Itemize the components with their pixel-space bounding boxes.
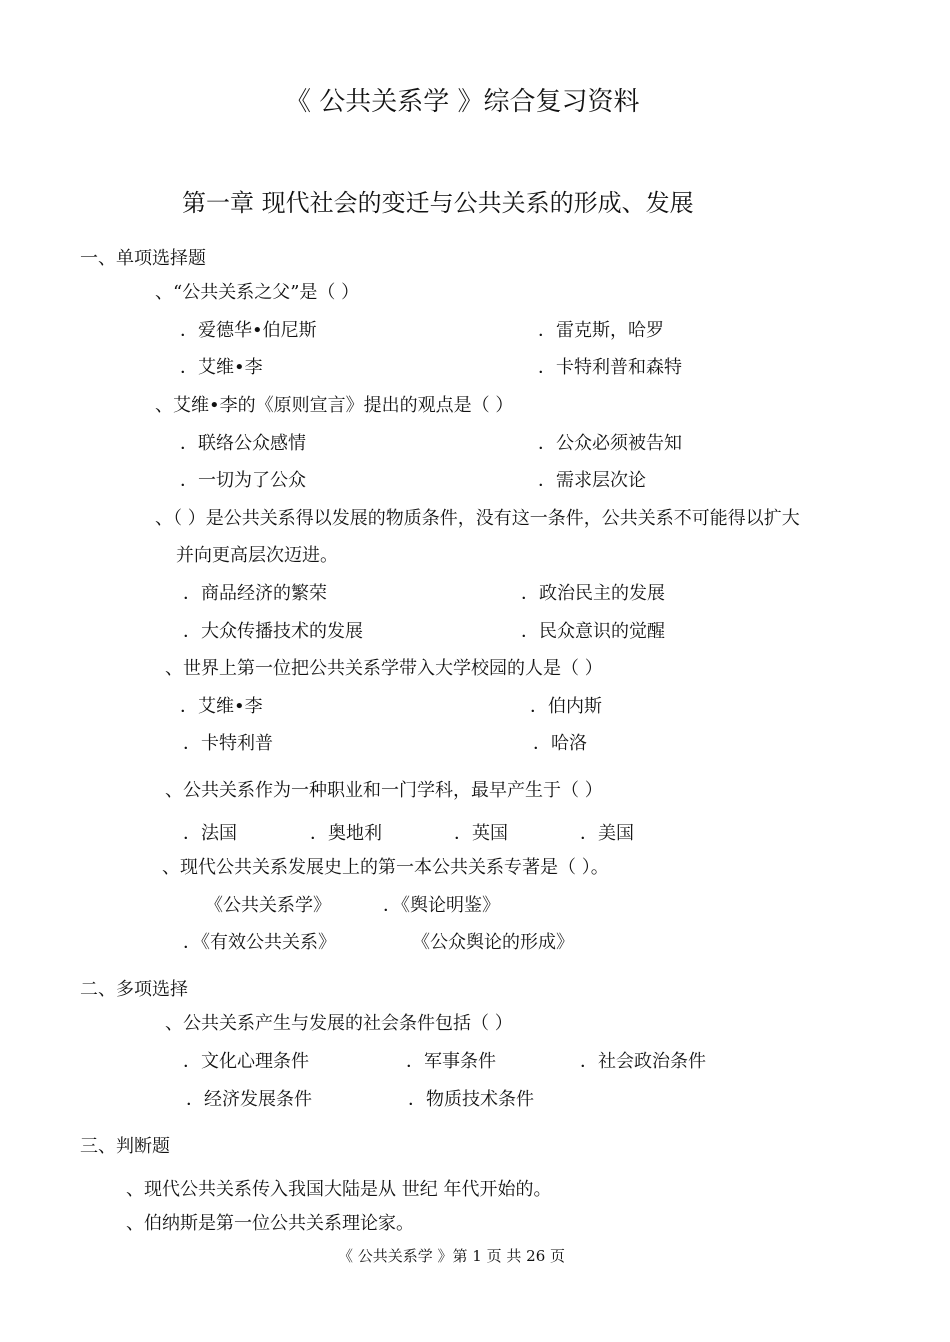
- question-6-stem: 、现代公共关系发展史上的第一本公共关系专著是（ ）。: [162, 857, 609, 878]
- question-2-option-b: ．公众必须被告知: [538, 433, 682, 454]
- question-6-option-d: 《公众舆论的形成》: [412, 932, 574, 953]
- question-3-option-c: ．大众传播技术的发展: [183, 621, 363, 642]
- question-5-option-b: ．奥地利: [310, 823, 382, 844]
- question-1-option-d: ．卡特利普和森特: [538, 357, 682, 378]
- true-false-question-1: 、现代公共关系传入我国大陆是从 世纪 年代开始的。: [126, 1179, 552, 1200]
- question-5-stem: 、公共关系作为一种职业和一门学科，最早产生于（ ）: [165, 780, 603, 801]
- question-2-option-c: ．一切为了公众: [180, 470, 306, 491]
- question-2-stem: 、艾维•李的《原则宣言》提出的观点是（ ）: [155, 395, 514, 416]
- question-3-stem-line-1: 、（ ）是公共关系得以发展的物质条件，没有这一条件，公共关系不可能得以扩大: [155, 508, 800, 529]
- question-3-option-b: ．政治民主的发展: [521, 583, 665, 604]
- question-5-option-a: ．法国: [183, 823, 237, 844]
- question-1-option-c: ．艾维•李: [180, 357, 263, 378]
- section-heading-multi-choice: 二、多项选择: [80, 979, 188, 1000]
- question-4-option-d: ．哈洛: [533, 733, 587, 754]
- question-2-option-d: ．需求层次论: [538, 470, 646, 491]
- question-4-option-a: ．艾维•李: [180, 696, 263, 717]
- multi-question-1-stem: 、公共关系产生与发展的社会条件包括（ ）: [165, 1013, 513, 1034]
- section-heading-single-choice: 一、单项选择题: [80, 248, 206, 269]
- question-4-option-c: ．卡特利普: [183, 733, 273, 754]
- question-1-option-b: ．雷克斯，哈罗: [538, 320, 664, 341]
- multi-question-1-option-e: ．物质技术条件: [408, 1089, 534, 1110]
- section-heading-true-false: 三、判断题: [80, 1136, 170, 1157]
- question-1-stem: 、“公共关系之父”是（ ）: [155, 282, 360, 303]
- page-footer: 《 公共关系学 》第 1 页 共 26 页: [338, 1247, 566, 1265]
- question-4-stem: 、世界上第一位把公共关系学带入大学校园的人是（ ）: [165, 658, 603, 679]
- question-3-stem-line-2: 并向更高层次迈进。: [176, 545, 338, 566]
- question-1-option-a: ．爱德华•伯尼斯: [180, 320, 317, 341]
- document-title: 《 公共关系学 》综合复习资料: [285, 87, 640, 117]
- question-6-option-a: 《公共关系学》: [205, 895, 331, 916]
- question-6-option-c: ．《有效公共关系》: [183, 932, 336, 953]
- question-2-option-a: ．联络公众感情: [180, 433, 306, 454]
- chapter-title: 第一章 现代社会的变迁与公共关系的形成、发展: [182, 189, 694, 217]
- question-6-option-b: ．《舆论明鉴》: [383, 895, 500, 916]
- multi-question-1-option-d: ．经济发展条件: [186, 1089, 312, 1110]
- question-5-option-d: ．美国: [580, 823, 634, 844]
- true-false-question-2: 、伯纳斯是第一位公共关系理论家。: [126, 1213, 414, 1234]
- question-3-option-d: ．民众意识的觉醒: [521, 621, 665, 642]
- multi-question-1-option-a: ．文化心理条件: [183, 1051, 309, 1072]
- question-5-option-c: ．英国: [454, 823, 508, 844]
- question-4-option-b: ．伯内斯: [530, 696, 602, 717]
- question-3-option-a: ．商品经济的繁荣: [183, 583, 327, 604]
- multi-question-1-option-c: ．社会政治条件: [580, 1051, 706, 1072]
- multi-question-1-option-b: ．军事条件: [406, 1051, 496, 1072]
